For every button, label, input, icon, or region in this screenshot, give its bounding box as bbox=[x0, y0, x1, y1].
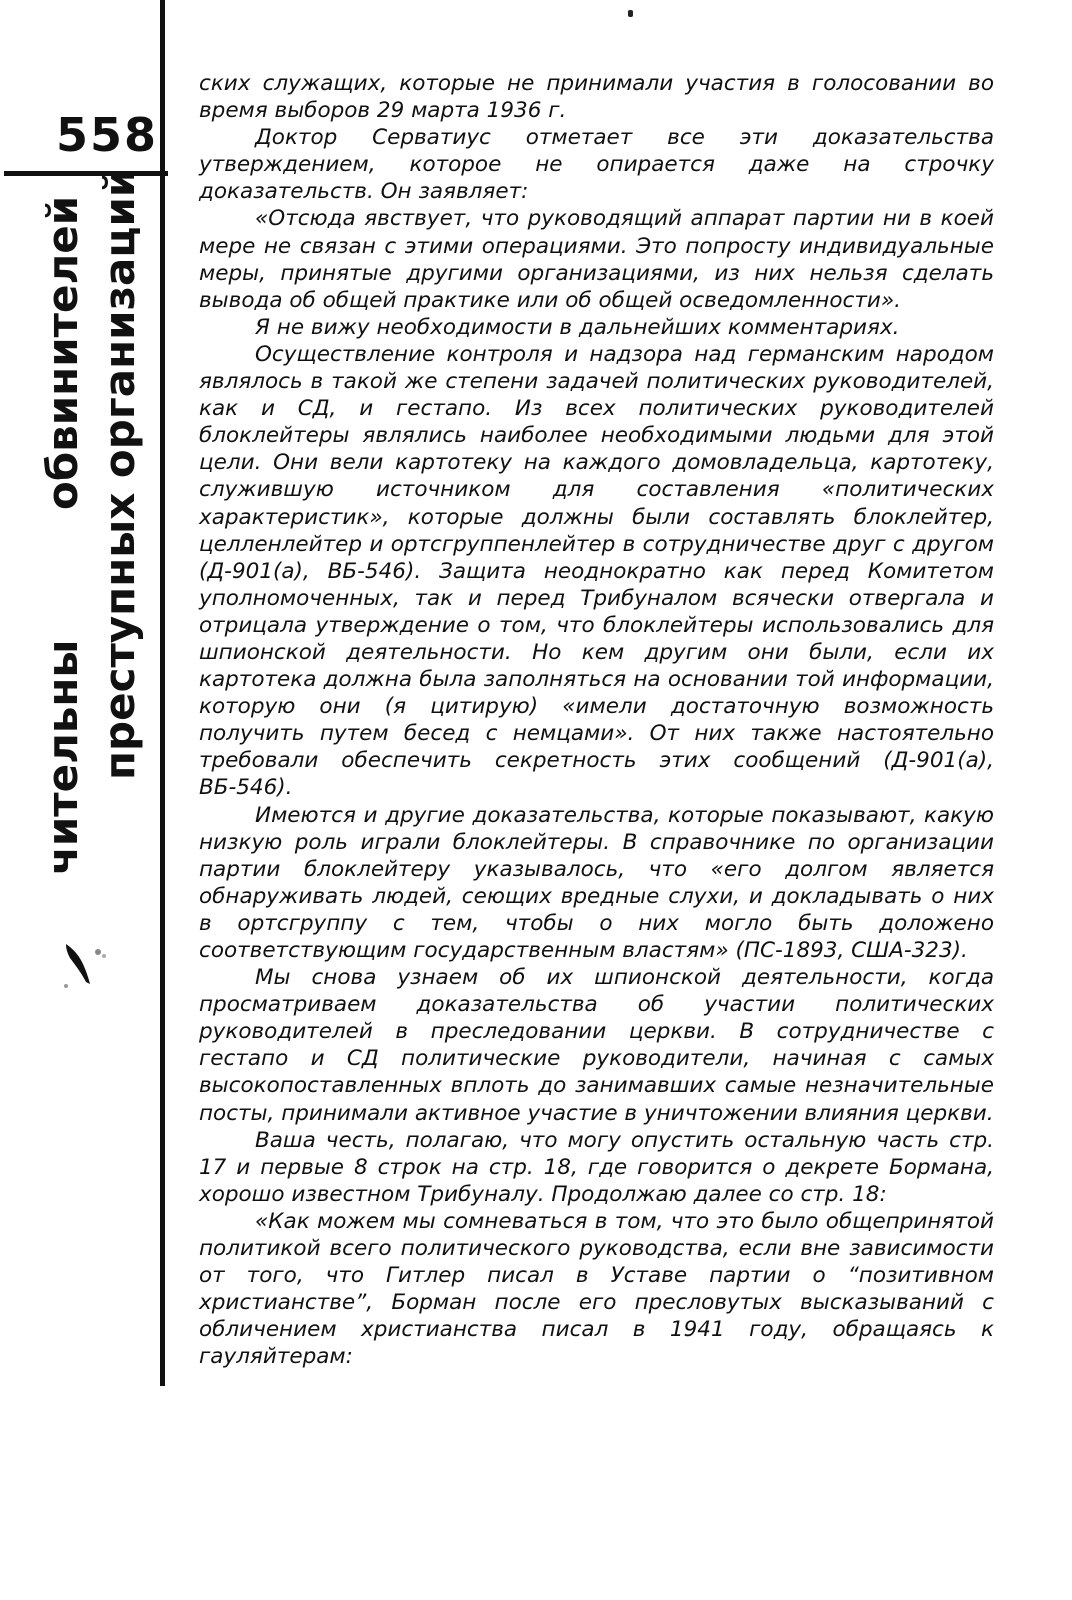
running-title-line2: преступных организаций bbox=[95, 167, 144, 780]
running-title-line1-part-b: обвинителей bbox=[38, 195, 87, 510]
paragraph: Имеются и другие доказательства, которые показывают, какую низкую роль играли блоклейтеры. В справочнике по организации партии блоклейтеру указывалось, что «его долгом является обнаруживать людей, сеющих вредные слухи, и докладывать о них в ортсгруппу с тем, чтобы о них могло быть доложено соответствующим государственным властям» (ПС-1893, США-323). bbox=[199, 802, 994, 963]
margin-rule bbox=[160, 0, 165, 1386]
paragraph: Доктор Серватиус отметает все эти доказательства утверждением, которое не опирается даже на строчку доказательств. Он заявляет: bbox=[199, 125, 994, 205]
page-number: 558 bbox=[55, 108, 159, 162]
paragraph: Ваша честь, полагаю, что могу опустить остальную часть стр. 17 и первые 8 строк на стр. 18, где говорится о декрете Бормана, хорошо известном Трибуналу. Продолжаю далее со стр. 18: bbox=[199, 1127, 994, 1207]
ornament-icon bbox=[58, 938, 118, 998]
print-speck bbox=[628, 10, 633, 17]
body-text bbox=[199, 70, 994, 1371]
paragraph: Мы снова узнаем об их шпионской деятельности, когда просматриваем доказательства об участии политических руководителей в преследовании церкви. В сотрудничестве с гестапо и СД политические руководители, начиная с самых высокопоставленных вплоть до занимавших самые незначительные посты, принимали активное участие в уничтожении влияния церкви. bbox=[199, 965, 994, 1126]
paragraph: ских служащих, которые не принимали участия в голосовании во время выборов 29 марта 1936 г. bbox=[199, 71, 994, 124]
paragraph: «Как можем мы сомневаться в том, что это было общепринятой политикой всего политического руководства, если вне зависимости от того, что Гитлер писал в Уставе партии о “позитивном христианстве”, Борман после его пресловутых высказываний с обличением христианства писал в 1941 году, обращаясь к гауляйтерам: bbox=[199, 1208, 994, 1370]
paragraph: Осуществление контроля и надзора над германским народом являлось в такой же степени задачей политических руководителей, как и СД, и гестапо. Из всех политических руководителей блоклейтеры являлись наиболее необходимыми людьми для этой цели. Они вели картотеку на каждого домовладельца, картотеку, служившую источником для составления «политических характеристик», которые должны были составлять блоклейтер, целленлейтер и ортсгруппенлейтер в сотрудничестве друг с другом (Д-901(а), ВБ-546). Защита неоднократно как перед Комитетом уполномоченных, так и перед Трибуналом всячески отвергала и отрицала утверждение о том, что блоклейтеры использовались для шпионской деятельности. Но кем другим они были, если их картотека должна была заполняться на основании той информации, которую они (я цитирую) «имели достаточную возможность получить путем бесед с немцами». От них также настоятельно требовали обеспечить секретность этих сообщений (Д-901(а), ВБ-546). bbox=[199, 341, 994, 801]
paragraph: Я не вижу необходимости в дальнейших комментариях. bbox=[255, 314, 900, 340]
paragraph: «Отсюда явствует, что руководящий аппарат партии ни в коей мере не связан с этими операциями. Это попросту индивидуальные меры, принятые другими организациями, из них нельзя сделать вывода об общей практике или об общей осведомленности». bbox=[199, 206, 994, 313]
running-title-line1-part-a: чительны bbox=[38, 639, 87, 875]
